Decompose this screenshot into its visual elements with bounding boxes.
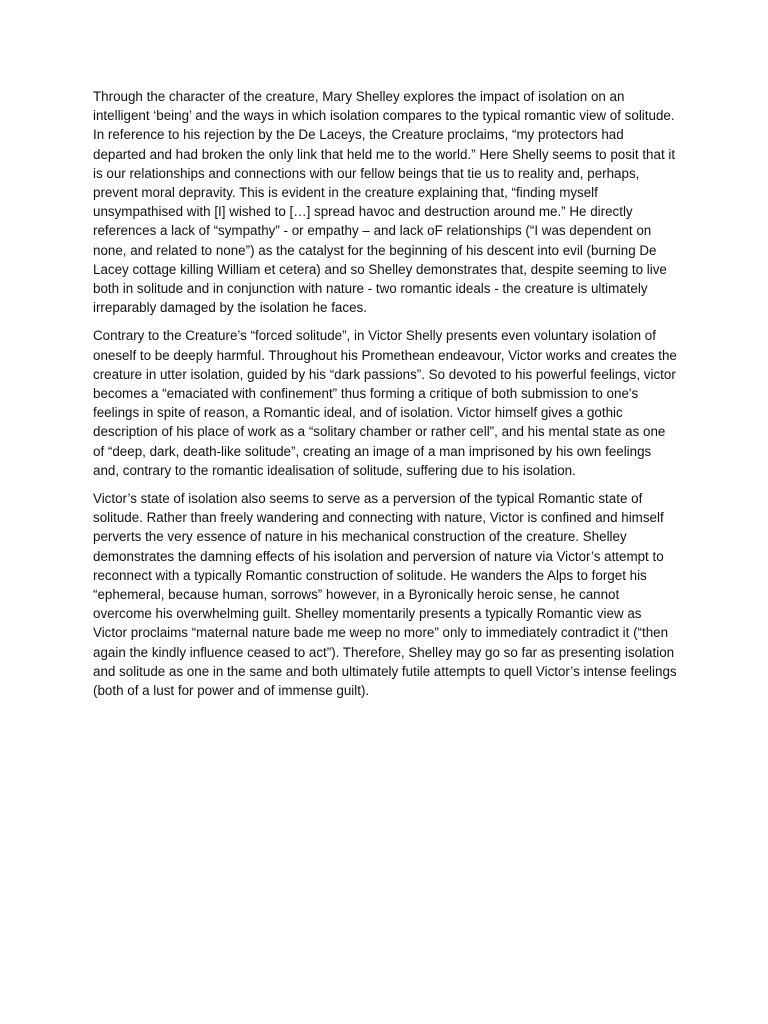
essay-body	[93, 87, 677, 709]
paragraph-isolation-creature: Through the character of the creature, Mary Shelley explores the impact of isolation on an intelligent ‘being’ and the ways in which isolation compares to the typical romantic view of solitude. In reference to his rejection by the De Laceys, the Creature proclaims, “my protectors had departed and had broken the only link that held me to the world.” Here Shelly seems to posit that it is our relationships and connections with our fellow beings that tie us to reality and, perhaps, prevent moral depravity. This is evident in the creature explaining that, “finding myself unsympathised with [I] wished to […] spread havoc and destruction around me.” He directly references a lack of “sympathy” - or empathy – and lack oF relationships (“I was dependent on none, and related to none”) as the catalyst for the beginning of his descent into evil (burning De Lacey cottage killing William et cetera) and so Shelley demonstrates that, despite seeming to live both in solitude and in conjunction with nature - two romantic ideals - the creature is ultimately irreparably damaged by the isolation he faces.	[93, 89, 676, 316]
paragraph-voluntary-isolation: Contrary to the Creature’s “forced solitude”, in Victor Shelly presents even voluntary isolation of oneself to be deeply harmful. Throughout his Promethean endeavour, Victor works and creates the creature in utter isolation, guided by his “dark passions”. So devoted to his powerful feelings, victor becomes a “emaciated with confinement” thus forming a critique of both submission to one's feelings in spite of reason, a Romantic ideal, and of isolation. Victor himself gives a gothic description of his place of work as a “solitary chamber or rather cell”, and his mental state as one of “deep, dark, death-like solitude”, creating an image of a man imprisoned by his own feelings and, contrary to the romantic idealisation of solitude, suffering due to his isolation.	[93, 328, 677, 478]
paragraph-perversion-solitude: Victor’s state of isolation also seems to serve as a perversion of the typical Romantic state of solitude. Rather than freely wandering and connecting with nature, Victor is confined and himself perverts the very essence of nature in his mechanical construction of the creature. Shelley demonstrates the damning effects of his isolation and perversion of nature via Victor’s attempt to reconnect with a typically Romantic construction of solitude. He wanders the Alps to forget his “ephemeral, because human, sorrows” however, in a Byronically heroic sense, he cannot overcome his overwhelming guilt. Shelley momentarily presents a typically Romantic view as Victor proclaims “maternal nature bade me weep no more” only to immediately contradict it (“then again the kindly influence ceased to act”). Therefore, Shelley may go so far as presenting isolation and solitude as one in the same and both ultimately futile attempts to quell Victor’s intense feelings (both of a lust for power and of immense guilt).	[93, 491, 677, 699]
